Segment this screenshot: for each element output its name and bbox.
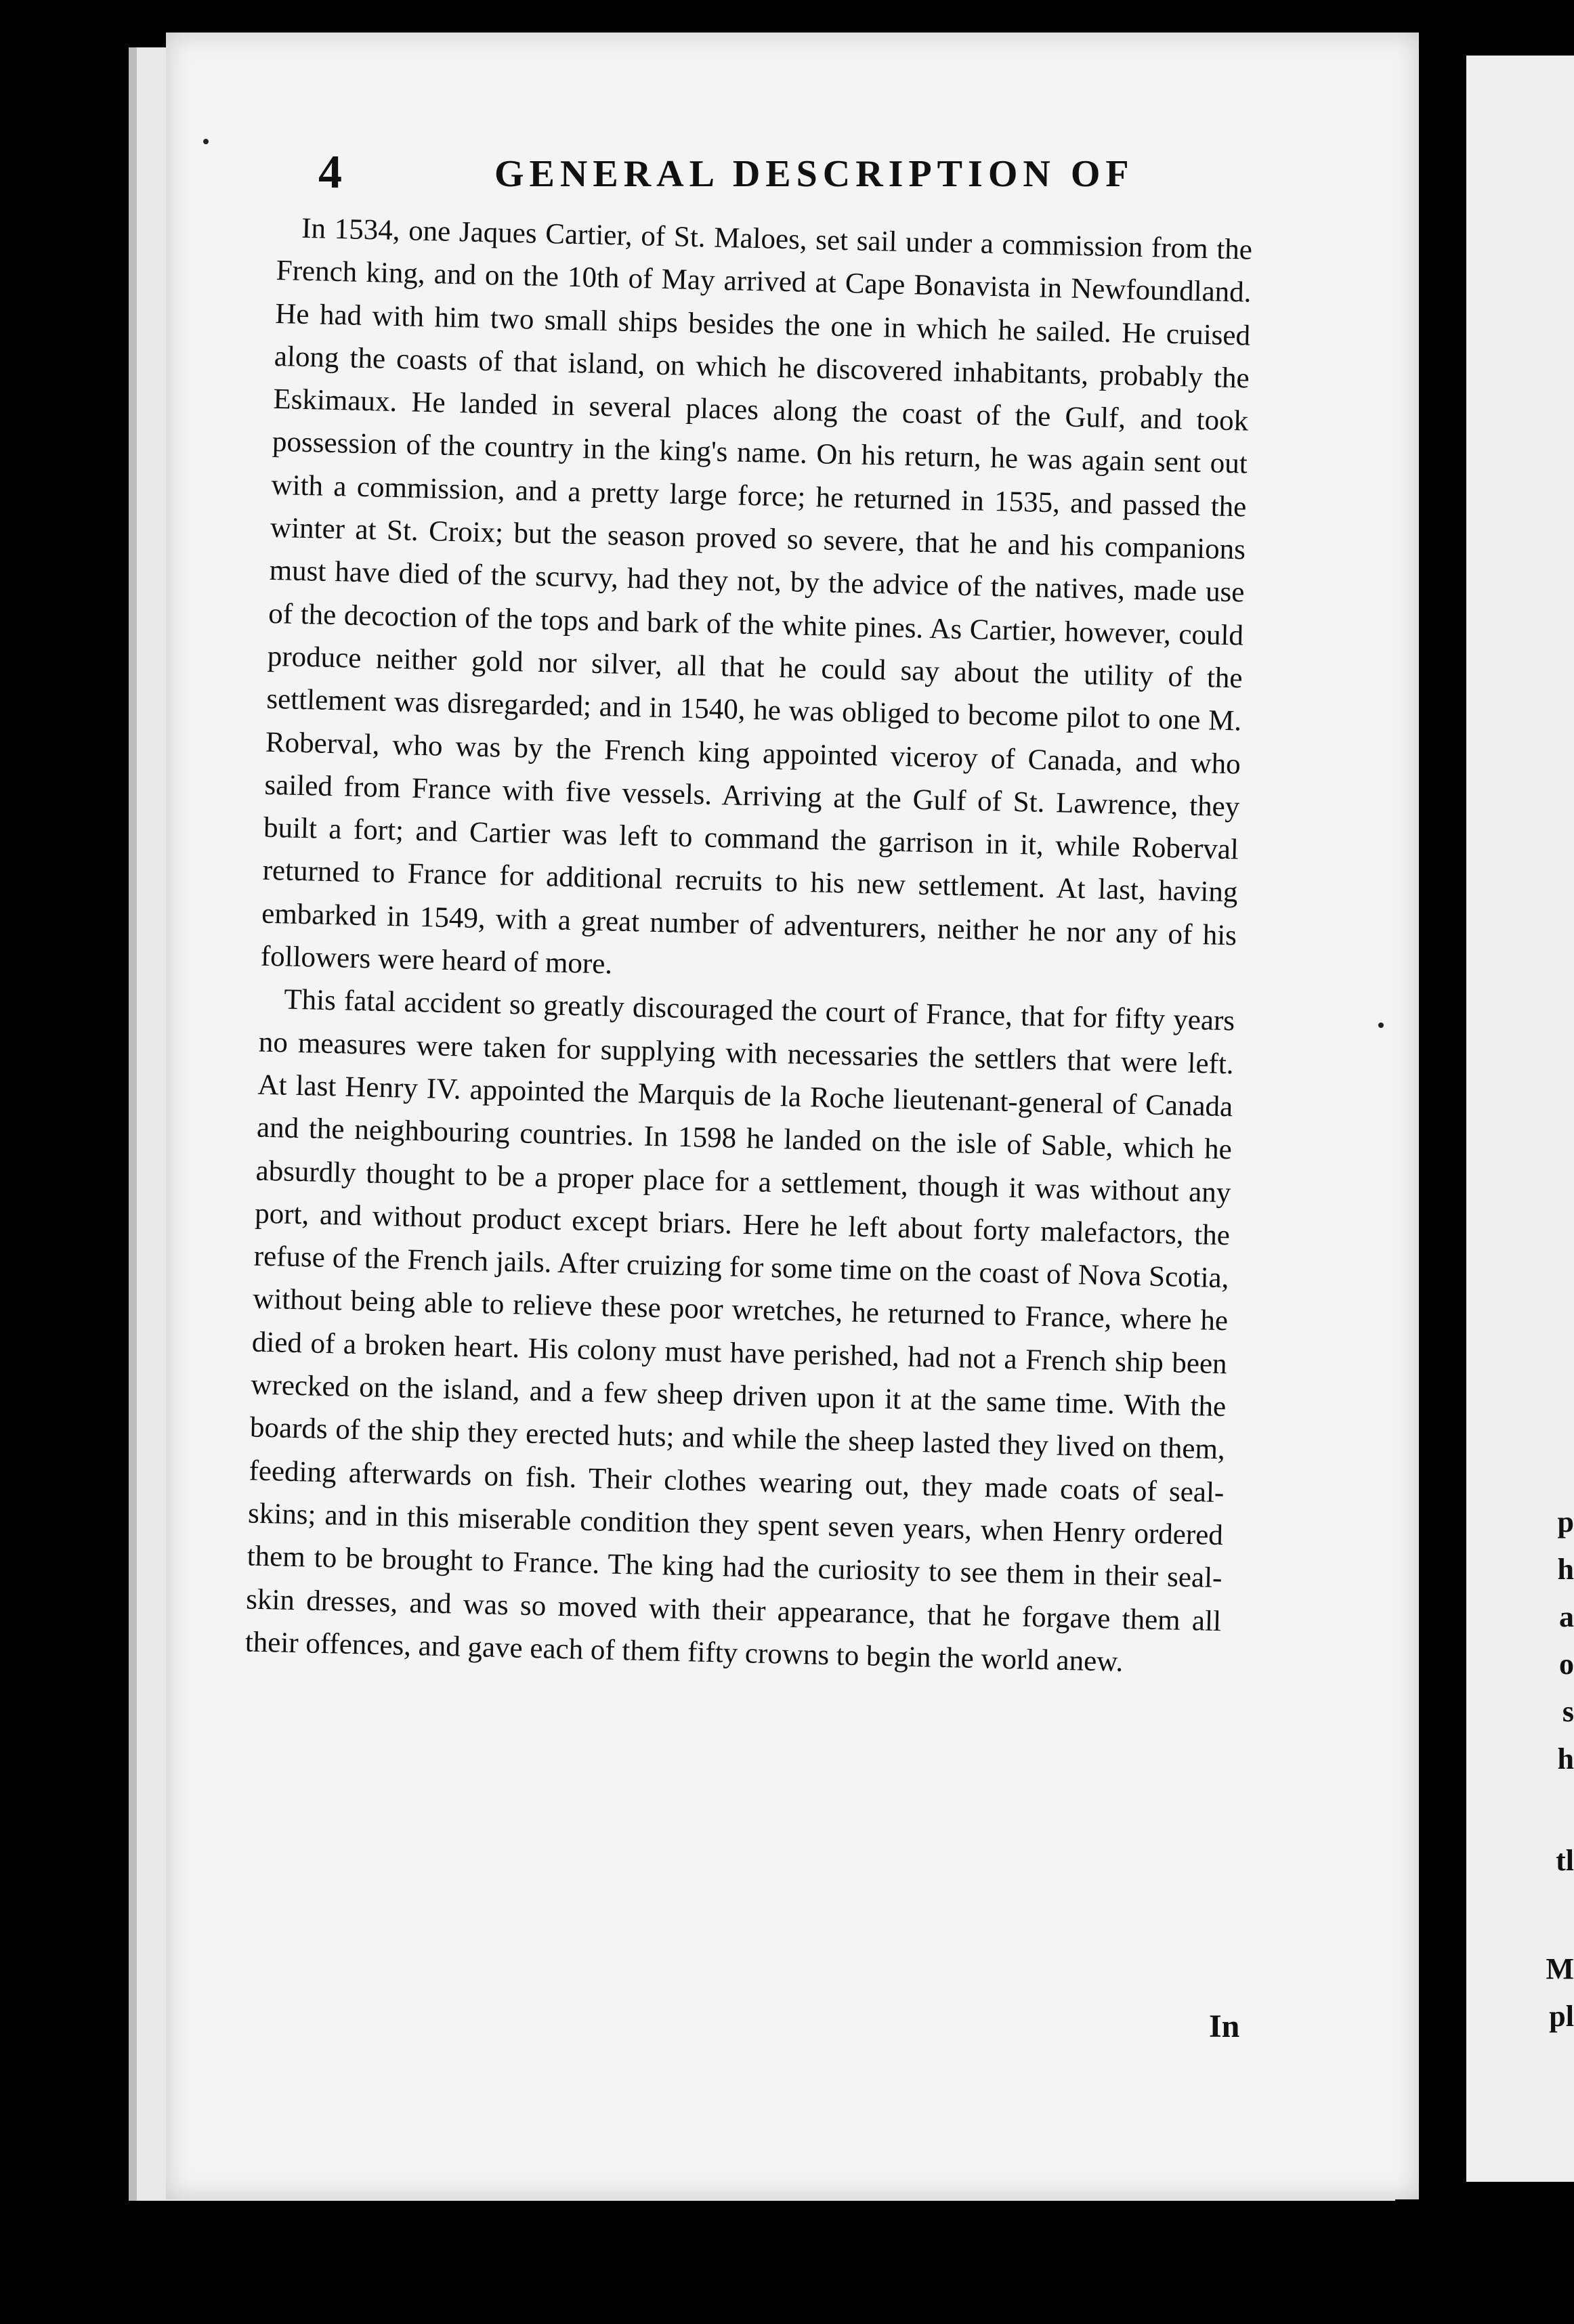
page-left-edge <box>129 47 137 2201</box>
paragraph: In 1534, one Jaques Cartier, of St. Maloes, set sail under a commission from the French king, and on the 10th of May arrived at Cape Bonavista in Newfoundland. He had with him two small ships besides the one in which he sailed. He cruised along the coasts of that island, on which he discovered inhabitants, probably the Eskimaux. He landed in several places along the coast of the Gulf, and took possession of the country in the king's name. On his return, he was again sent out with a commission, and a pretty large force; he returned in 1535, and passed the winter at St. Croix; but the season proved so severe, that he and his companions must have died of the scurvy, had they not, by the advice of the natives, made use of the decoction of the tops and bark of the white pines. As Cartier, however, could produce neither gold nor silver, all that he could say about the utility of the settlement was disregarded; and in 1540, he was obliged to become pilot to one M. Roberval, who was by the French king appointed viceroy of Canada, and who sailed from France with five vessels. Arriving at the Gulf of St. Lawrence, they built a fort; and Cartier was left to command the garrison in it, while Roberval returned to France for additional recruits to his new settlement. At last, having embarked in 1549, with a great number of adventurers, neither he nor any of his followers were heard of more. <box>260 212 1253 981</box>
body-text <box>244 207 1252 1685</box>
speck <box>1378 1023 1384 1028</box>
running-head: GENERAL DESCRIPTION OF <box>494 153 1134 195</box>
adjacent-page-fragment: a <box>1559 1600 1574 1633</box>
adjacent-page-fragment: pl <box>1549 2000 1574 2033</box>
adjacent-page-fragment: p <box>1557 1505 1574 1538</box>
adjacent-page <box>1466 56 1574 2182</box>
speck <box>203 139 209 144</box>
adjacent-page-fragment: h <box>1557 1553 1574 1586</box>
adjacent-page-fragment: tl <box>1556 1844 1574 1877</box>
paragraph: This fatal accident so greatly discouraged the court of France, that for fifty years no measures were taken for supplying with necessaries the settlers that were left. At last Henry IV. appointed the Marquis de la Roche lieutenant-general of Canada and the neighbouring countries. In 1598 he landed on the isle of Sable, which he absurdly thought to be a proper place for a settlement, though it was without any port, and without product except briars. Here he left about forty malefactors, the refuse of the French jails. After cruizing for some time on the coast of Nova Scotia, without being able to relieve these poor wretches, he returned to France, where he died of a broken heart. His colony must have perished, had not a French ship been wrecked on the island, and a few sheep driven upon it at the same time. With the boards of the ship they erected huts; and while the sheep lasted they lived on them, feeding afterwards on fish. Their clothes wearing out, they made coats of seal-skins; and in this miserable condition they spent seven years, when Henry ordered them to be brought to France. The king had the curiosity to see them in their seal-skin dresses, and was so moved with their appearance, that he forgave them all their offences, and gave each of them fifty crowns to begin the world anew. <box>244 983 1235 1678</box>
page-header <box>318 146 1267 200</box>
adjacent-page-fragment: h <box>1557 1742 1574 1776</box>
catchword: In <box>1209 2008 1240 2044</box>
page-number: 4 <box>318 146 342 198</box>
adjacent-page-fragment: M <box>1546 1952 1574 1985</box>
adjacent-page-fragment: o <box>1559 1648 1574 1681</box>
adjacent-page-fragment: s <box>1562 1695 1574 1728</box>
